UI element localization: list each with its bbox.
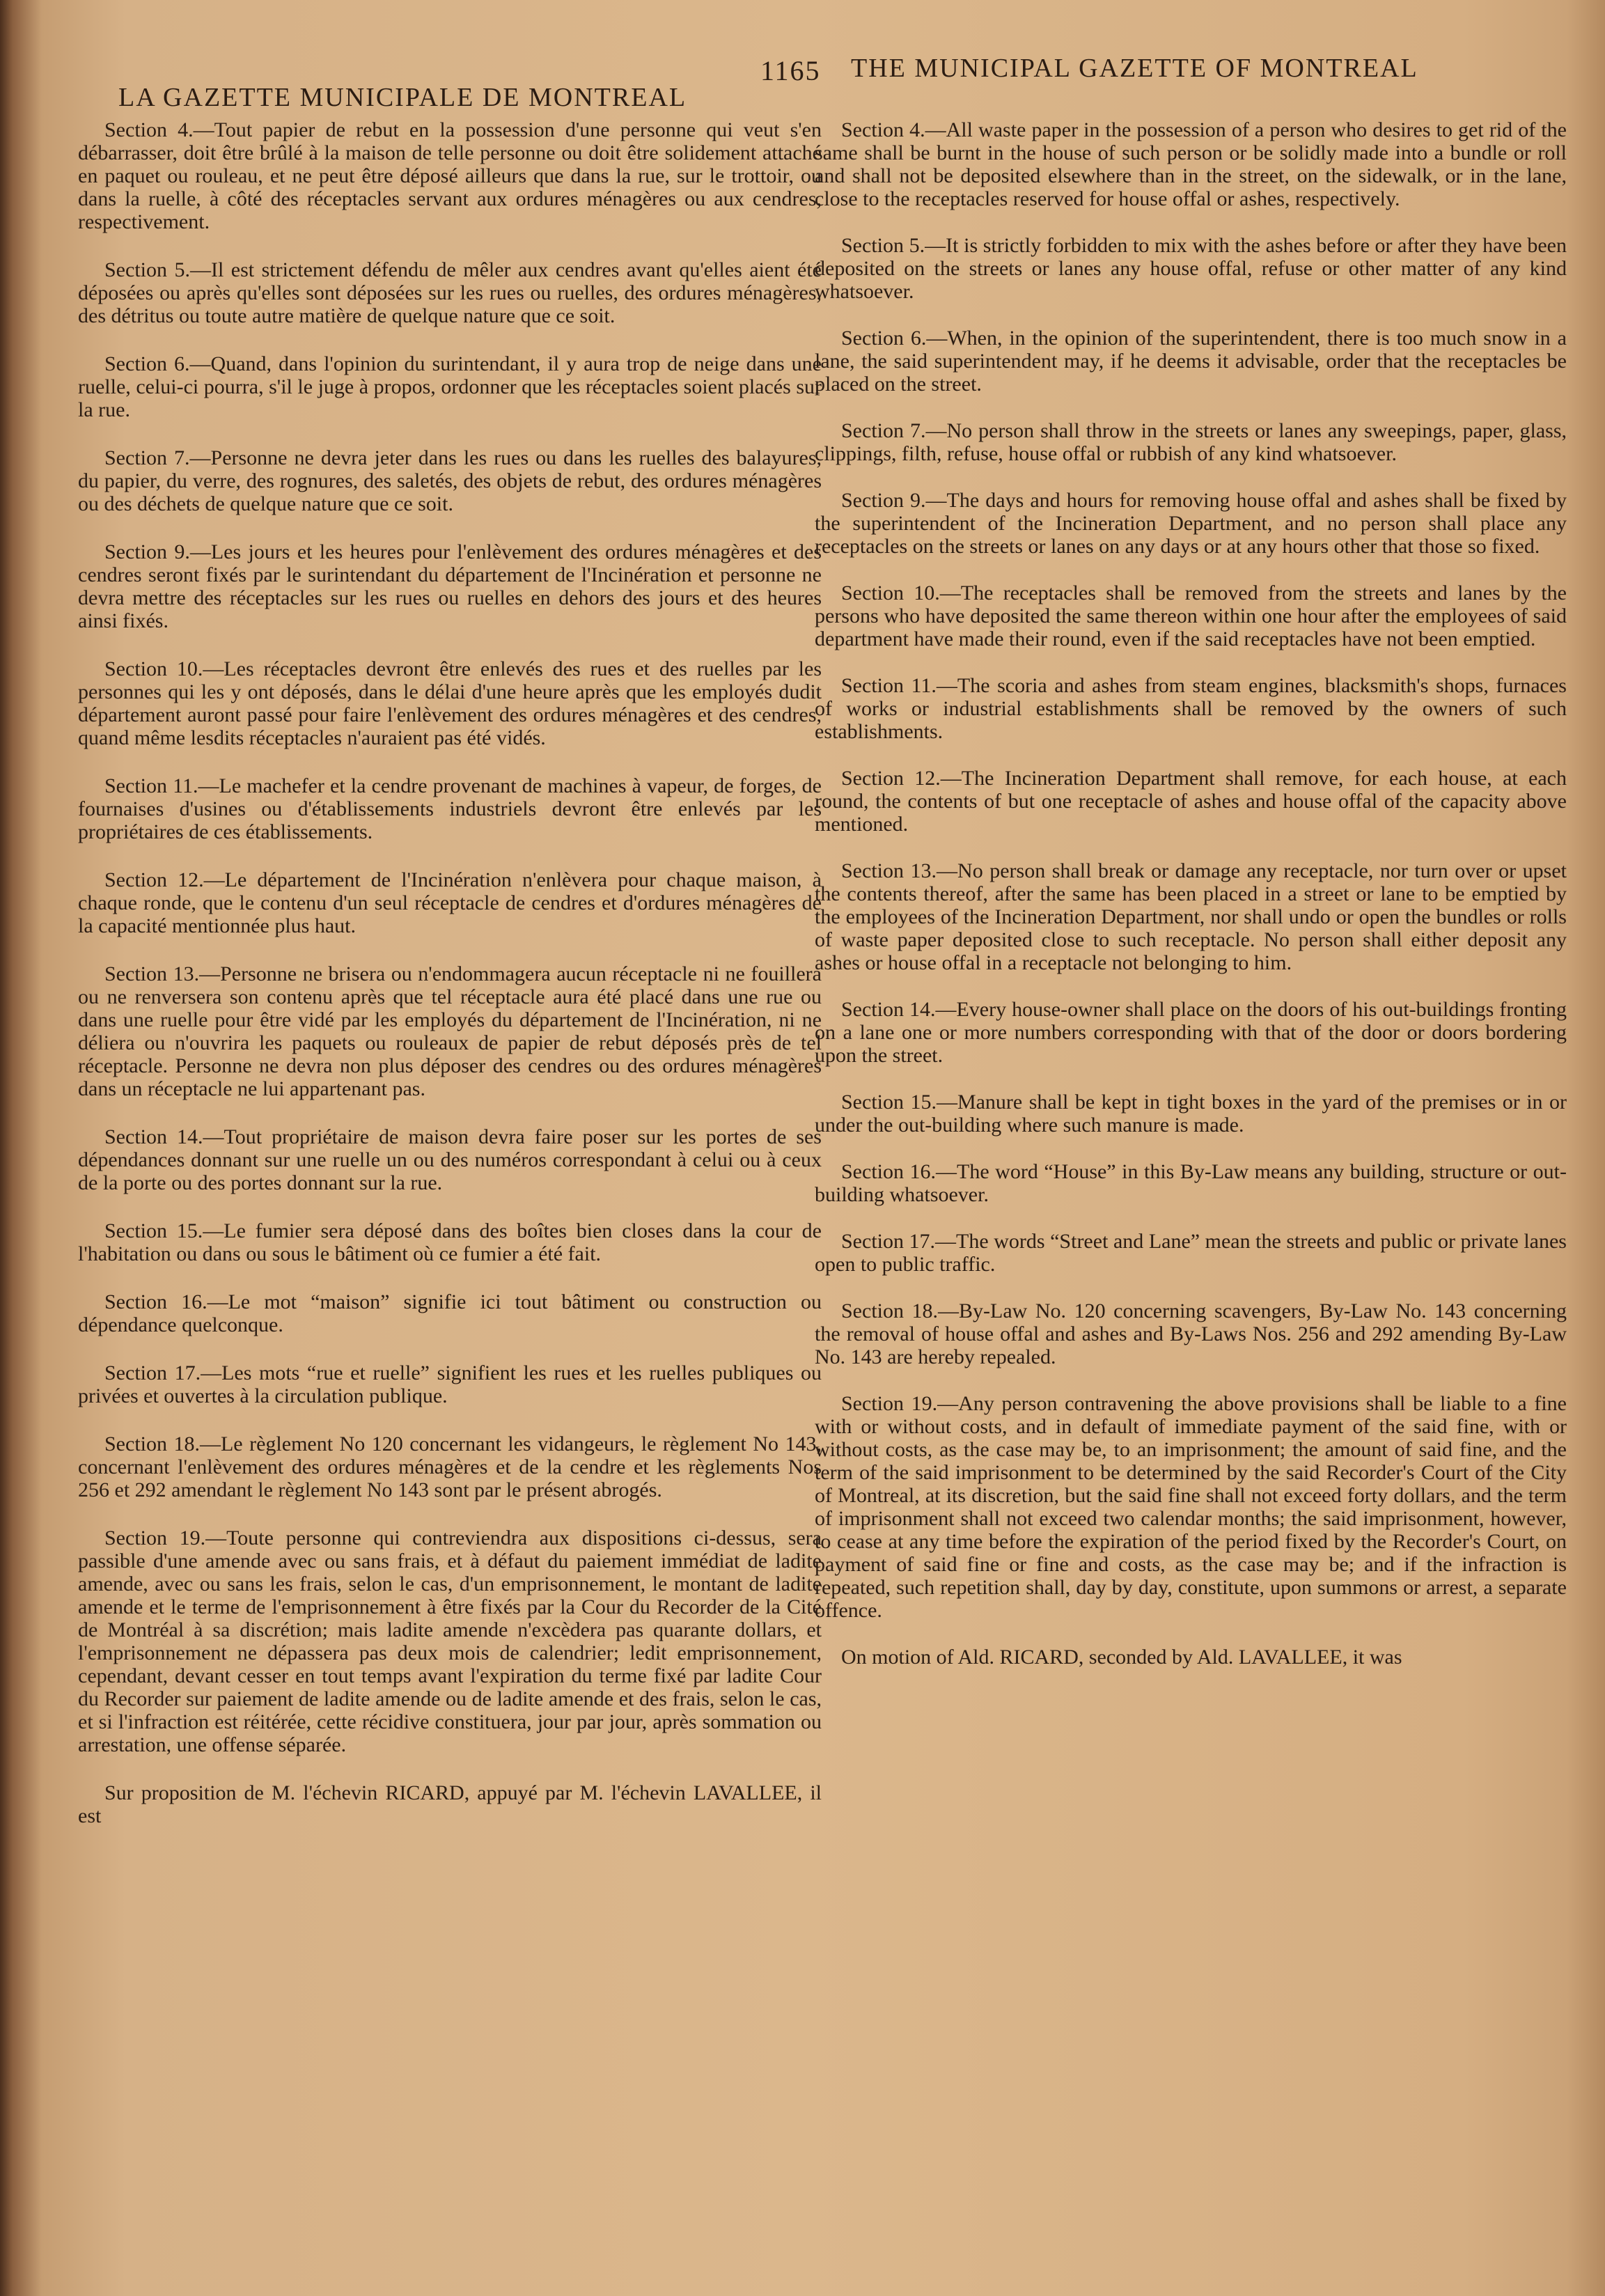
en-section-4: Section 4.—All waste paper in the possession of a person who desires to get rid of the same shall be burnt in the house of such person or be solidly made into a bundle or roll and shall not be deposited elsewhere than in the street, on the sidewalk, or in the lane, close to the receptacles reserved for house offal or ashes, respectively. [815,118,1567,210]
header-french-title: LA GAZETTE MUNICIPALE DE MONTREAL [118,83,687,112]
page-number: 1165 [760,55,821,86]
en-section-16: Section 16.—The word “House” in this By-Law means any building, structure or out-building whatsoever. [815,1160,1567,1206]
en-section-12: Section 12.—The Incineration Department shall remove, for each house, at each round, the contents of but one receptacle of ashes and house offal of the capacity above mentioned. [815,767,1567,836]
en-section-5: Section 5.—It is strictly forbidden to mix with the ashes before or after they have been deposited on the streets or lanes any house offal, refuse or other matter of any kind whatsoever. [815,234,1567,303]
en-section-14: Section 14.—Every house-owner shall place on the doors of his out-buildings fronting on a lane one or more numbers corresponding with that of the door or doors bordering upon the street. [815,998,1567,1067]
fr-section-6: Section 6.—Quand, dans l'opinion du surintendant, il y aura trop de neige dans une ruelle, celui-ci pourra, s'il le juge à propos, ordonner que les réceptacles soient placés sur la rue. [78,352,822,421]
en-section-10: Section 10.—The receptacles shall be removed from the streets and lanes by the persons who have deposited the same thereon within one hour after the employees of said department have made their round, even if the said receptacles have not been emptied. [815,581,1567,650]
french-column [78,118,822,1852]
en-section-13: Section 13.—No person shall break or damage any receptacle, nor turn over or upset the contents thereof, after the same has been placed in a street or lane to be emptied by the employees of the Incineration Department, nor shall undo or open the bundles or rolls of waste paper deposited close to such receptacle. No person shall either deposit any ashes or house offal in a receptacle not belonging to him. [815,859,1567,974]
fr-section-10: Section 10.—Les réceptacles devront être enlevés des rues et des ruelles par les personnes qui les y ont déposés, dans le délai d'une heure après que les employés dudit département auront passé pour faire l'enlèvement des ordures ménagères et des cendres, quand même lesdits réceptacles n'auraient pas été vidés. [78,657,822,749]
fr-section-5: Section 5.—Il est strictement défendu de mêler aux cendres avant qu'elles aient été déposées ou après qu'elles sont déposées sur les rues ou ruelles, des ordures ménagères, des détritus ou toute autre matière de quelque nature que ce soit. [78,258,822,327]
fr-section-13: Section 13.—Personne ne brisera ou n'endommagera aucun réceptacle ni ne fouillera ou ne renversera son contenu après que tel réceptacle aura été placé dans une rue ou dans une ruelle pour être vidé par les employés du département de l'Incinération, ni ne déliera ou n'ouvrira les paquets ou rouleaux de papier de rebut déposés près de tel réceptacle. Personne ne devra non plus déposer des cendres ou des ordures ménagères dans un réceptacle ne lui appartenant pas. [78,962,822,1100]
fr-section-4: Section 4.—Tout papier de rebut en la possession d'une personne qui veut s'en débarrasser, doit être brûlé à la maison de telle personne ou doit être solidement attaché en paquet ou rouleau, et ne peut être déposé ailleurs que dans la rue, sur le trottoir, ou dans la ruelle, à côté des réceptacles servant aux ordures ménagères ou aux cendres, respectivement. [78,118,822,233]
en-motion: On motion of Ald. RICARD, seconded by Ald. LAVALLEE, it was [841,1646,1402,1669]
header-english-title: THE MUNICIPAL GAZETTE OF MONTREAL [851,54,1418,83]
en-section-17: Section 17.—The words “Street and Lane” mean the streets and public or private lanes open to public traffic. [815,1230,1567,1276]
fr-section-14: Section 14.—Tout propriétaire de maison devra faire poser sur les portes de ses dépendances donnant sur une ruelle un ou des numéros correspondant à celui ou à ceux de la porte ou des portes donnant sur la rue. [78,1125,822,1194]
english-column [815,118,1567,1692]
en-section-6: Section 6.—When, in the opinion of the superintendent, there is too much snow in a lane, the said superintendent may, if he deems it advisable, order that the receptacles be placed on the street. [815,327,1567,396]
fr-section-18: Section 18.—Le règlement No 120 concernant les vidangeurs, le règlement No 143, concernant l'enlèvement des ordures ménagères et de la cendre et les règlements Nos 256 et 292 amendant le règlement No 143 sont par le présent abrogés. [78,1432,822,1501]
en-section-11: Section 11.—The scoria and ashes from steam engines, blacksmith's shops, furnaces of works or industrial establishments shall be removed by the owners of such establishments. [815,674,1567,743]
fr-section-9: Section 9.—Les jours et les heures pour l'enlèvement des ordures ménagères et des cendres seront fixés par le surintendant du département de l'Incinération et personne ne devra mettre des réceptacles sur les rues ou ruelles en dehors des jours et des heures ainsi fixés. [78,540,822,632]
fr-motion: Sur proposition de M. l'échevin RICARD, appuyé par M. l'échevin LAVALLEE, il est [78,1781,822,1827]
en-section-7: Section 7.—No person shall throw in the streets or lanes any sweepings, paper, glass, clippings, filth, refuse, house offal or rubbish of any kind whatsoever. [815,419,1567,465]
fr-section-12: Section 12.—Le département de l'Incinération n'enlèvera pour chaque maison, à chaque ronde, que le contenu d'un seul réceptacle de cendres et d'ordures ménagères de la capacité mentionnée plus haut. [78,868,822,937]
page-header [104,47,1497,110]
fr-section-11: Section 11.—Le machefer et la cendre provenant de machines à vapeur, de forges, de fournaises d'usines ou d'établissements industriels devront être enlevés par les propriétaires de ces établissements. [78,774,822,843]
en-section-9: Section 9.—The days and hours for removing house offal and ashes shall be fixed by the superintendent of the Incineration Department, and no person shall place any receptacles on the streets or lanes on any days or at any hours other that those so fixed. [815,489,1567,558]
fr-section-16: Section 16.—Le mot “maison” signifie ici tout bâtiment ou construction ou dépendance quelconque. [78,1290,822,1336]
fr-section-15: Section 15.—Le fumier sera déposé dans des boîtes bien closes dans la cour de l'habitation ou dans ou sous le bâtiment où ce fumier a été fait. [78,1219,822,1265]
fr-section-7: Section 7.—Personne ne devra jeter dans les rues ou dans les ruelles des balayures, du papier, du verre, des rognures, des saletés, des objets de rebut, des ordures ménagères ou des déchets de quelque nature que ce soit. [78,446,822,515]
en-section-15: Section 15.—Manure shall be kept in tight boxes in the yard of the premises or in or under the out-building where such manure is made. [815,1091,1567,1137]
fr-section-19: Section 19.—Toute personne qui contreviendra aux dispositions ci-dessus, sera passible d'une amende avec ou sans frais, et à défaut du paiement immédiat de ladite amende, avec ou sans les frais, selon le cas, d'un emprisonnement, le montant de ladite amende et le terme de l'emprisonnement à être fixés par la Cour du Recorder de la Cité de Montréal à sa discrétion; mais ladite amende n'excèdera pas quarante dollars, et l'emprisonnement ne dépassera pas deux mois de calendrier; ledit emprisonnement, cependant, devant cesser en tout temps avant l'expiration du terme fixé par ladite Cour du Recorder sur paiement de ladite amende ou de ladite amende et des frais, selon le cas, et si l'infraction est réitérée, cette récidive constituera, jour par jour, après sommation ou arrestation, une offense séparée. [78,1526,822,1756]
en-section-19: Section 19.—Any person contravening the above provisions shall be liable to a fine with or without costs, and in default of immediate payment of the said fine, with or without costs, as the case may be, to an imprisonment; the amount of said fine, and the term of the said imprisonment to be determined by the said Recorder's Court of the City of Montreal, at its discretion, but the said fine shall not exceed forty dollars, and the term of imprisonment shall not exceed two calendar months; the said imprisonment, however, to cease at any time before the expiration of the period fixed by the Recorder's Court, on payment of said fine or fine and costs, as the case may be; and if the infraction is repeated, such repetition shall, day by day, constitute, upon summons or arrest, a separate offence. [815,1392,1567,1622]
en-section-18: Section 18.—By-Law No. 120 concerning scavengers, By-Law No. 143 concerning the removal of house offal and ashes and By-Laws Nos. 256 and 292 amending By-Law No. 143 are hereby repealed. [815,1299,1567,1368]
fr-section-17: Section 17.—Les mots “rue et ruelle” signifient les rues et les ruelles publiques ou privées et ouvertes à la circulation publique. [78,1361,822,1407]
